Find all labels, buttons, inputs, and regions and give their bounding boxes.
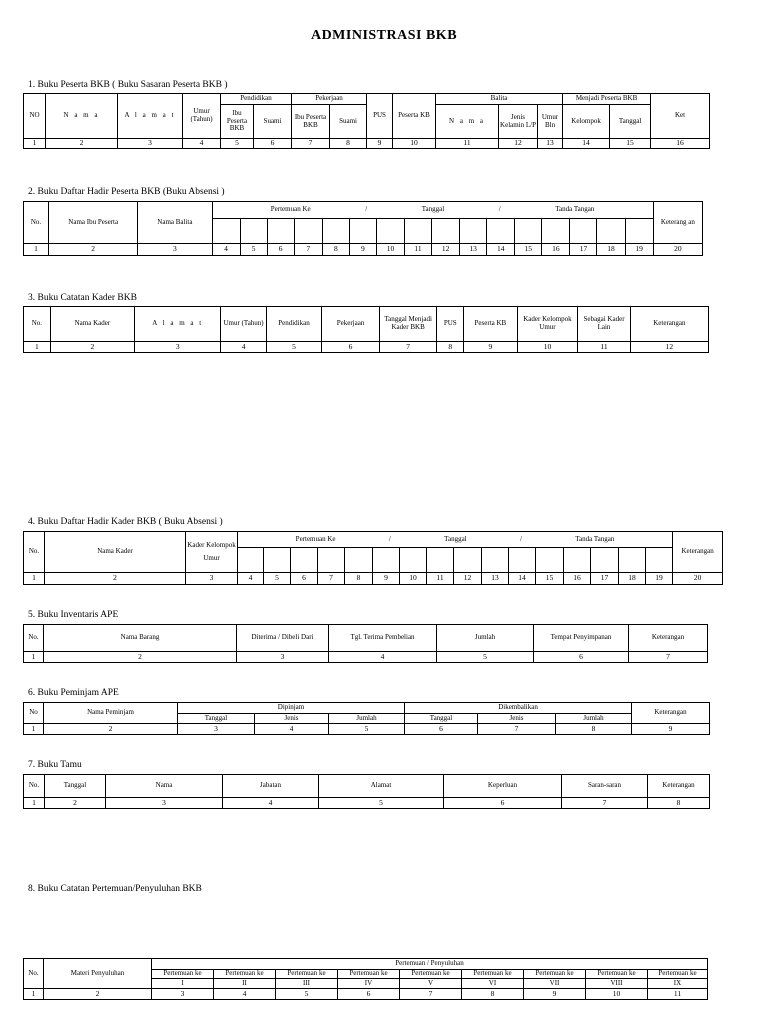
- index-cell: 3: [186, 573, 238, 585]
- index-cell: 3: [138, 244, 212, 256]
- header-no: No.: [24, 775, 45, 798]
- index-cell: 1: [24, 798, 45, 809]
- header-alamat: Alamat: [319, 775, 444, 798]
- header-peserta-kb: Peserta KB: [393, 94, 436, 139]
- header-tanggal: Tanggal: [178, 714, 255, 724]
- index-cell: 11: [648, 989, 708, 1000]
- header-pertemuan-ke: Pertemuan ke: [152, 970, 214, 979]
- index-cell: 11: [404, 244, 431, 256]
- header-umur: Umur (Tahun): [183, 94, 221, 139]
- header-kader-kelompok-umur: Kader Kelompok Umur: [517, 307, 578, 342]
- header-no: NO: [24, 94, 46, 139]
- header-pertemuan-ke: Pertemuan ke: [338, 970, 400, 979]
- header-keterangan: Keterangan: [630, 307, 708, 342]
- header-jenis: Jenis: [255, 714, 329, 724]
- section-6-title: 6. Buku Peminjam APE: [28, 688, 119, 698]
- header-no: No: [24, 703, 44, 724]
- index-cell: 2: [44, 989, 152, 1000]
- index-cell: 7: [478, 724, 556, 735]
- header-jenis-kelamin: Jenis Kelamin L/P: [499, 105, 538, 139]
- index-cell: 6: [405, 724, 478, 735]
- index-cell: 5: [437, 652, 534, 663]
- table-peminjam-ape: [23, 702, 710, 735]
- index-cell: 4: [255, 724, 329, 735]
- header-pertemuan-ke: Pertemuan Ke: [270, 205, 311, 214]
- index-cell: 16: [542, 244, 570, 256]
- index-cell: 2: [45, 573, 186, 585]
- index-cell: 16: [564, 573, 591, 585]
- header-pertemuan-ke: Pertemuan ke: [400, 970, 462, 979]
- header-slash: /: [388, 534, 391, 543]
- header-pertemuan-ke: Pertemuan ke: [214, 970, 276, 979]
- index-cell: 14: [487, 244, 515, 256]
- header-umur-bln: Umur Bln: [538, 105, 563, 139]
- index-cell: 10: [400, 573, 427, 585]
- index-cell: 7: [318, 573, 345, 585]
- table-buku-tamu: [23, 774, 710, 809]
- index-cell: 3: [178, 724, 255, 735]
- index-cell: 5: [240, 244, 267, 256]
- index-cell: 5: [276, 989, 338, 1000]
- header-sebagai-kader-lain: Sebagai Kader Lain: [578, 307, 630, 342]
- index-cell: 8: [556, 724, 632, 735]
- section-5-title: 5. Buku Inventaris APE: [28, 610, 119, 620]
- header-diterima-dari: Diterima / Dibeli Dari: [237, 625, 329, 652]
- index-cell: 2: [46, 139, 118, 149]
- header-kader-kelompok-umur: Kader Kelompok Umur: [186, 532, 238, 573]
- header-jumlah: Jumlah: [329, 714, 405, 724]
- header-slash: /: [498, 205, 501, 214]
- header-roman: III: [276, 979, 338, 989]
- table-catatan-kader: [23, 306, 709, 353]
- index-cell: 11: [436, 139, 499, 149]
- header-ibu-peserta: Ibu Peserta BKB: [221, 105, 254, 139]
- header-keterangan: Keterangan: [629, 625, 708, 652]
- header-nama-peminjam: Nama Peminjam: [44, 703, 178, 724]
- header-menjadi-peserta: Menjadi Peserta BKB: [563, 94, 651, 105]
- index-cell: 8: [437, 342, 464, 353]
- header-roman: V: [400, 979, 462, 989]
- index-cell: 13: [460, 244, 487, 256]
- header-tanggal: Tanggal: [610, 105, 651, 139]
- index-cell: 4: [214, 989, 276, 1000]
- index-cell: 11: [578, 342, 630, 353]
- index-cell: 17: [591, 573, 619, 585]
- index-cell: 19: [625, 244, 653, 256]
- index-cell: 3: [106, 798, 223, 809]
- header-kelompok: Kelompok: [563, 105, 610, 139]
- index-cell: 4: [221, 342, 266, 353]
- header-slash: /: [519, 534, 522, 543]
- index-cell: 9: [632, 724, 710, 735]
- header-roman: I: [152, 979, 214, 989]
- table-catatan-pertemuan: [23, 958, 708, 1000]
- index-cell: 3: [237, 652, 329, 663]
- index-cell: 6: [444, 798, 562, 809]
- index-cell: 7: [294, 244, 322, 256]
- header-jumlah: Jumlah: [437, 625, 534, 652]
- index-cell: 4: [223, 798, 319, 809]
- index-cell: 5: [266, 342, 322, 353]
- index-cell: 5: [329, 724, 405, 735]
- index-cell: 2: [45, 798, 106, 809]
- section-4-title: 4. Buku Daftar Hadir Kader BKB ( Buku Absensi ): [28, 517, 223, 527]
- index-cell: 12: [454, 573, 482, 585]
- header-no: No.: [24, 307, 51, 342]
- index-cell: 15: [536, 573, 564, 585]
- header-keterangan: Keterangan: [632, 703, 710, 724]
- index-cell: 4: [238, 573, 264, 585]
- header-pertemuan-ke: Pertemuan ke: [276, 970, 338, 979]
- header-keterangan: Keterangan: [673, 532, 723, 573]
- document-title: ADMINISTRASI BKB: [310, 28, 458, 43]
- index-cell: 6: [267, 244, 294, 256]
- index-cell: 4: [212, 244, 240, 256]
- index-cell: 1: [24, 989, 44, 1000]
- header-pertemuan-ke: Pertemuan Ke: [295, 534, 336, 543]
- index-cell: 9: [524, 989, 586, 1000]
- header-jabatan: Jabatan: [223, 775, 319, 798]
- index-cell: 1: [24, 139, 46, 149]
- index-cell: 3: [135, 342, 221, 353]
- index-cell: 16: [651, 139, 710, 149]
- header-pendidikan: Pendidikan: [221, 94, 292, 105]
- header-no: No.: [24, 202, 49, 244]
- index-cell: 7: [629, 652, 708, 663]
- header-saran: Saran-saran: [562, 775, 648, 798]
- index-cell: 11: [427, 573, 454, 585]
- header-nama: Nama: [106, 775, 223, 798]
- header-tanggal-menjadi-kader: Tanggal Menjadi Kader BKB: [379, 307, 437, 342]
- index-cell: 8: [462, 989, 524, 1000]
- header-no: No.: [24, 532, 45, 573]
- index-cell: 7: [292, 139, 330, 149]
- table-daftar-hadir-peserta: [23, 201, 703, 256]
- index-cell: 9: [373, 573, 400, 585]
- index-cell: 8: [648, 798, 710, 809]
- header-roman: II: [214, 979, 276, 989]
- index-cell: 1: [24, 244, 49, 256]
- header-alamat: A l a m a t: [135, 307, 221, 342]
- section-1-title: 1. Buku Peserta BKB ( Buku Sasaran Peserta BKB ): [28, 80, 228, 90]
- section-2-title: 2. Buku Daftar Hadir Peserta BKB (Buku Absensi ): [28, 187, 225, 197]
- header-roman: VI: [462, 979, 524, 989]
- header-tanda-tangan: Tanda Tangan: [555, 205, 595, 214]
- index-cell: 5: [221, 139, 254, 149]
- index-cell: 2: [44, 652, 237, 663]
- index-cell: 4: [329, 652, 437, 663]
- header-pekerjaan: Pekerjaan: [292, 94, 367, 105]
- header-pendidikan: Pendidikan: [266, 307, 322, 342]
- header-keterangan: Keterangan: [648, 775, 710, 798]
- header-tanda-tangan: Tanda Tangan: [575, 534, 615, 543]
- index-cell: 5: [319, 798, 444, 809]
- index-cell: 2: [44, 724, 178, 735]
- index-cell: 19: [646, 573, 673, 585]
- header-materi: Materi Penyuluhan: [44, 959, 152, 989]
- index-cell: 6: [254, 139, 292, 149]
- header-pertemuan-ke: Pertemuan ke: [524, 970, 586, 979]
- header-pertemuan-group: [212, 202, 653, 219]
- table-inventaris-ape: [23, 624, 708, 663]
- header-nama-kader: Nama Kader: [45, 532, 186, 573]
- header-slash: /: [365, 205, 368, 214]
- index-cell: 12: [432, 244, 460, 256]
- header-no: No.: [24, 959, 44, 989]
- index-cell: 12: [630, 342, 708, 353]
- header-peserta-kb: Peserta KB: [464, 307, 517, 342]
- section-7-title: 7. Buku Tamu: [28, 760, 82, 770]
- header-tempat-penyimpanan: Tempat Penyimpanan: [534, 625, 629, 652]
- table-daftar-hadir-kader: [23, 531, 723, 585]
- header-tgl-terima: Tgl. Terima Pembelian: [329, 625, 437, 652]
- section-8-title: 8. Buku Catatan Pertemuan/Penyuluhan BKB: [28, 884, 202, 894]
- index-cell: 10: [586, 989, 648, 1000]
- header-umur: Umur (Tahun): [221, 307, 266, 342]
- index-cell: 10: [393, 139, 436, 149]
- index-cell: 18: [619, 573, 646, 585]
- index-cell: 8: [322, 244, 349, 256]
- header-tanggal: Tanggal: [45, 775, 106, 798]
- header-keperluan: Keperluan: [444, 775, 562, 798]
- index-cell: 1: [24, 573, 45, 585]
- header-dipinjam: Dipinjam: [178, 703, 405, 714]
- header-no: No.: [24, 625, 44, 652]
- header-pertemuan-ke: Pertemuan ke: [586, 970, 648, 979]
- index-cell: 8: [345, 573, 373, 585]
- header-roman: IV: [338, 979, 400, 989]
- header-pertemuan-ke: Pertemuan ke: [648, 970, 708, 979]
- index-cell: 17: [570, 244, 597, 256]
- header-ket: Ket: [651, 94, 710, 139]
- index-cell: 18: [597, 244, 625, 256]
- header-ibu-peserta: Ibu Peserta BKB: [292, 105, 330, 139]
- header-alamat: A l a m a t: [118, 94, 183, 139]
- header-roman: VIII: [586, 979, 648, 989]
- index-cell: 3: [152, 989, 214, 1000]
- header-jumlah: Jumlah: [556, 714, 632, 724]
- header-pus: PUS: [367, 94, 393, 139]
- index-cell: 15: [515, 244, 542, 256]
- index-cell: 9: [367, 139, 393, 149]
- header-nama-ibu: Nama Ibu Peserta: [49, 202, 138, 244]
- header-nama-balita: Nama Balita: [138, 202, 212, 244]
- index-cell: 1: [24, 724, 44, 735]
- index-cell: 4: [183, 139, 221, 149]
- index-cell: 1: [24, 342, 51, 353]
- index-cell: 6: [322, 342, 380, 353]
- index-cell: 7: [379, 342, 437, 353]
- index-cell: 1: [24, 652, 44, 663]
- header-balita-nama: N a m a: [436, 105, 499, 139]
- index-cell: 10: [376, 244, 404, 256]
- header-nama-barang: Nama Barang: [44, 625, 237, 652]
- index-cell: 6: [534, 652, 629, 663]
- header-jenis: Jenis: [478, 714, 556, 724]
- index-cell: 2: [50, 342, 134, 353]
- index-cell: 13: [538, 139, 563, 149]
- index-cell: 15: [610, 139, 651, 149]
- header-tanggal: Tanggal: [421, 205, 445, 214]
- section-3-title: 3. Buku Catatan Kader BKB: [28, 293, 137, 303]
- header-roman: VII: [524, 979, 586, 989]
- index-cell: 13: [482, 573, 509, 585]
- header-pertemuan-group: [238, 532, 673, 548]
- index-cell: 5: [264, 573, 291, 585]
- header-pertemuan-penyuluhan: Pertemuan / Penyuluhan: [152, 959, 708, 970]
- header-nama: N a m a: [46, 94, 118, 139]
- index-cell: 7: [562, 798, 648, 809]
- index-cell: 6: [291, 573, 318, 585]
- header-pus: PUS: [437, 307, 464, 342]
- index-cell: 7: [400, 989, 462, 1000]
- header-pertemuan-ke: Pertemuan ke: [462, 970, 524, 979]
- header-nama-kader: Nama Kader: [50, 307, 134, 342]
- index-cell: 10: [517, 342, 578, 353]
- index-cell: 8: [330, 139, 367, 149]
- header-tanggal: Tanggal: [405, 714, 478, 724]
- index-cell: 2: [49, 244, 138, 256]
- header-tanggal: Tanggal: [444, 534, 467, 543]
- header-keterangan: Keterang an: [653, 202, 702, 244]
- index-cell: 9: [464, 342, 517, 353]
- header-roman: IX: [648, 979, 708, 989]
- header-suami: Suami: [330, 105, 367, 139]
- index-cell: 3: [118, 139, 183, 149]
- header-suami: Suami: [254, 105, 292, 139]
- header-pekerjaan: Pekerjaan: [322, 307, 380, 342]
- table-buku-peserta: [23, 93, 710, 149]
- index-cell: 9: [349, 244, 376, 256]
- index-cell: 14: [509, 573, 536, 585]
- index-cell: 6: [338, 989, 400, 1000]
- index-cell: 20: [653, 244, 702, 256]
- header-balita: Balita: [436, 94, 563, 105]
- index-cell: 12: [499, 139, 538, 149]
- header-dikembalikan: Dikembalikan: [405, 703, 632, 714]
- index-cell: 14: [563, 139, 610, 149]
- index-cell: 20: [673, 573, 723, 585]
